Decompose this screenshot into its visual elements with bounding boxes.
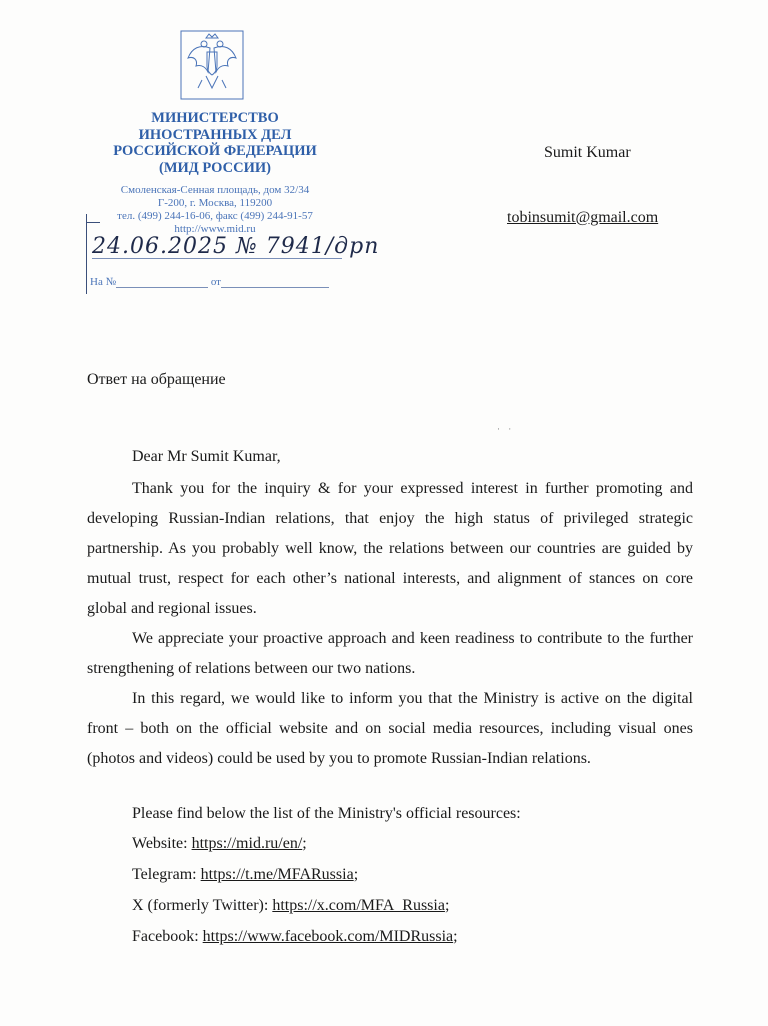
recipient-name: Sumit Kumar bbox=[544, 144, 631, 161]
resources-intro: Please find below the list of the Ministry's official resources: bbox=[132, 805, 521, 822]
ministry-address bbox=[70, 184, 360, 236]
ministry-name-line: МИНИСТЕРСТВО bbox=[151, 110, 279, 126]
resource-link[interactable]: https://mid.ru/en/ bbox=[191, 835, 303, 852]
resource-label: Website: bbox=[132, 835, 188, 852]
resource-suffix: ; bbox=[302, 835, 307, 852]
address-line: тел. (499) 244-16-06, факс (499) 244-91-57 bbox=[117, 210, 313, 222]
address-line: http://www.mid.ru bbox=[174, 223, 256, 235]
reference-date-blank bbox=[221, 277, 329, 288]
resource-suffix: ; bbox=[453, 928, 458, 945]
resource-link[interactable]: https://x.com/MFA_Russia bbox=[272, 897, 445, 914]
resource-suffix: ; bbox=[353, 866, 359, 883]
reference-label: На № bbox=[90, 276, 117, 288]
resource-link[interactable]: https://www.facebook.com/MIDRussia bbox=[202, 928, 454, 945]
registration-underline bbox=[92, 258, 342, 259]
resource-label: X (formerly Twitter): bbox=[132, 897, 269, 914]
reference-number-blank bbox=[116, 277, 208, 288]
body-paragraph: In this regard, we would like to inform you that the Ministry is active on the digital front – both on the official website and on social media resources, including visual ones (photos and videos) could be used by you to promote Russian-Indian relations. bbox=[87, 690, 693, 767]
letterhead-bracket bbox=[86, 222, 100, 223]
resource-link[interactable]: https://t.me/MFARussia bbox=[200, 866, 354, 883]
registration-number: 24.06.2025 № 7941/дрп bbox=[92, 234, 380, 259]
resource-suffix: ; bbox=[444, 897, 450, 914]
resource-item-x bbox=[132, 897, 449, 915]
resource-item-telegram bbox=[132, 866, 358, 884]
resource-item-facebook bbox=[132, 928, 458, 946]
ministry-name-line: ИНОСТРАННЫХ ДЕЛ bbox=[138, 126, 292, 143]
recipient-email[interactable]: tobinsumit@gmail.com bbox=[507, 209, 659, 226]
resource-item-website bbox=[132, 835, 307, 853]
letter-subject: Ответ на обращение bbox=[87, 371, 226, 388]
coat-of-arms-icon bbox=[180, 30, 244, 100]
salutation: Dear Mr Sumit Kumar, bbox=[132, 448, 281, 465]
body-paragraph: Thank you for the inquiry & for your expressed interest in further promoting and developing Russian-Indian relations, that enjoy the high status of privileged strategic partnership. As you probably well know, the relations between our countries are guided by mutual trust, respect for each other’s national interests, and alignment of stances on core global and regional issues. bbox=[87, 480, 693, 617]
ministry-name-line: РОССИЙСКОЙ ФЕДЕРАЦИИ bbox=[113, 143, 317, 159]
address-line: Смоленская-Сенная площадь, дом 32/34 bbox=[120, 184, 310, 196]
reference-from-label: от bbox=[210, 276, 221, 288]
letterhead-bracket bbox=[86, 214, 87, 294]
scan-speck: · · bbox=[497, 424, 515, 434]
ministry-name bbox=[70, 110, 360, 176]
body-paragraph: We appreciate your proactive approach and keen readiness to contribute to the further strengthening of relations between our two nations. bbox=[87, 630, 693, 677]
resource-label: Facebook: bbox=[132, 928, 199, 945]
reference-line bbox=[90, 276, 329, 288]
ministry-name-line: (МИД РОССИИ) bbox=[159, 159, 271, 176]
resource-label: Telegram: bbox=[132, 866, 197, 883]
address-line: Г-200, г. Москва, 119200 bbox=[157, 197, 273, 209]
